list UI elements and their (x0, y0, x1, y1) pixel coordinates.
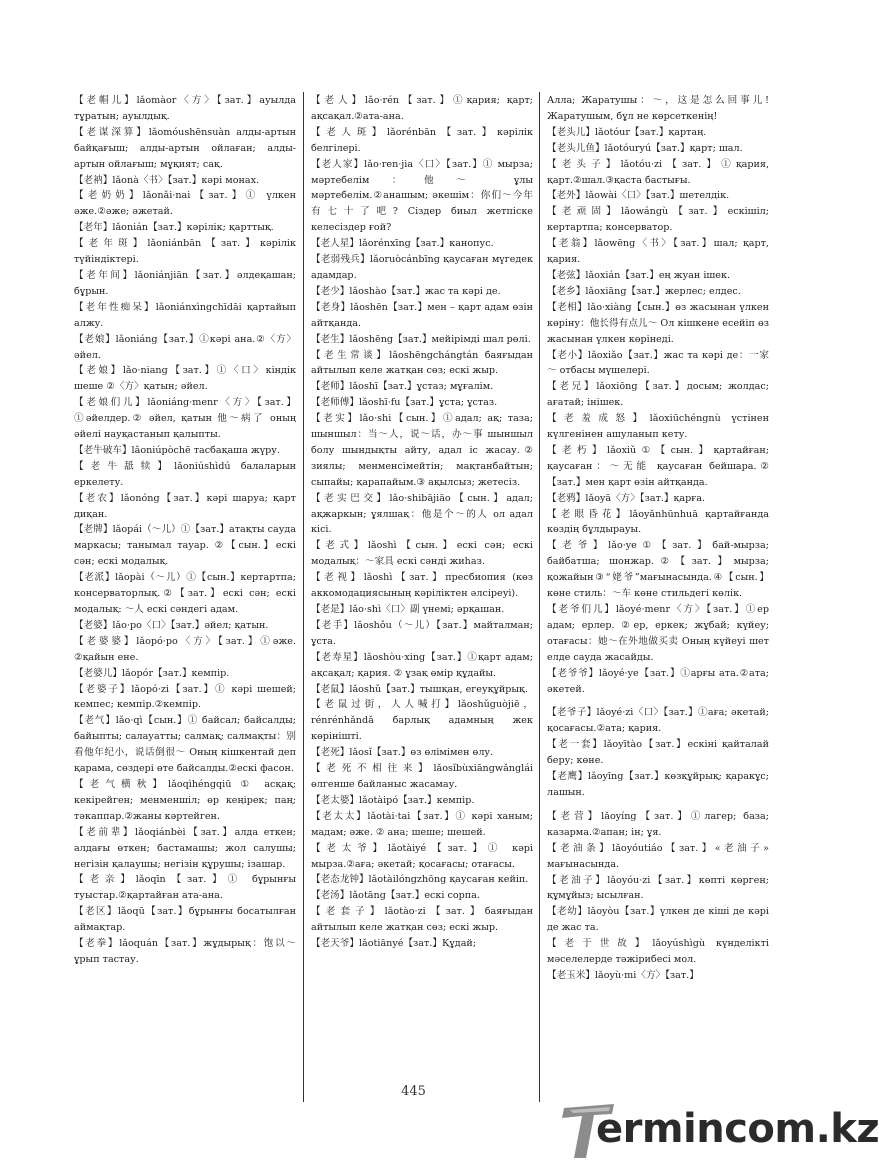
dictionary-entry: 【老亲】lǎoqīn【зат.】① бұрынғы туыстар.②қартайған ата-ана. (74, 874, 296, 902)
dictionary-entry: 【老师傅】lǎoshī·fu【зат.】ұста; ұстаз. (311, 397, 498, 409)
dictionary-entry: 【老头儿】lǎotóur【зат.】қартаң. (547, 126, 707, 138)
dictionary-entry: 【老奶奶】lǎonǎi·nai【зат.】① үлкен әже.②әже; әжетай. (74, 190, 296, 218)
dictionary-entry: 【老太太】lǎotài·tai【зат.】① кәрі ханым; мадам; әже. ② ана; шеше; шешей. (311, 810, 533, 838)
dictionary-entry: 【老区】lǎoqū【зат.】бұрынғы босатылған аймақтар. (74, 906, 296, 934)
column-divider (303, 92, 304, 1102)
dictionary-entry: 【老营】lǎoyíng【зат.】①лагер; база; казарма.②апан; ін; ұя. (547, 810, 769, 838)
dictionary-entry: 【老死】lǎosǐ【зат.】өз өлімімен өлу. (311, 747, 494, 759)
dictionary-entry: 【老死不相往来】lǎosǐbùxiāngwǎnglái өлгенше байланыс жасамау. (311, 763, 533, 790)
dictionary-entry: 【老实巴交】lǎo·shibājiāo【сын.】адал; ақжаркын; ұялшақ：他是个～的人 ол адал кісі. (311, 492, 533, 536)
dictionary-entry: 【老眼昏花】lǎoyǎnhūnhuā қартайғанда көздің бұлдырауы. (547, 508, 769, 536)
dictionary-entry: 【老弦】lǎoxián【зат.】ең жуан ішек. (547, 269, 731, 281)
dictionary-entry: 【老年性痴呆】lǎoniánxìngchīdāi қартайып алжу. (74, 301, 296, 329)
dictionary-entry: 【老气】lǎo·qì【сын.】① байсал; байсалды; байыпты; салауатты; салмақ; салмақты：别看他年纪小，说话倒很～ Оның кішкентай деп қарама, сөздері өте байсалды.②ескі фасон. (74, 715, 296, 775)
dictionary-entry: 【老小】lǎoxiǎo【зат.】жас та кәрі де：一家～ отбасы мүшелері. (547, 349, 769, 377)
dictionary-entry: 【老生】lǎoshēng【зат.】мейірімді шал рөлі. (311, 333, 531, 345)
dictionary-entry: 【老爷】lǎo·ye①【зат.】бай-мырза; байбатша; шонжар.②【зат.】мырза; қожайын③“姥爷”мағынасында.④【сын.】көне стиль：～车 көне стильдегі көлік. (547, 540, 769, 600)
dictionary-entry: 【老帽儿】lǎomàor〈方〉【зат.】ауылда тұратын; ауылдық. (74, 95, 296, 122)
dictionary-entry: 【老衲】lǎonà〈书〉【зат.】кәрі монах. (74, 174, 260, 186)
dictionary-entry: 【老爷们儿】lǎoyé·menr〈方〉【зат.】①ер адам; ерлер. ②ер, еркек; жұбай; күйеу; отағасы：她～在外地做买卖 Оның күйеуі шет елде сауда жасайды. (547, 604, 769, 663)
column-left (74, 93, 296, 1103)
dictionary-entry: 【老天爷】lǎotiānyé【зат.】Құдай; (311, 938, 477, 950)
dictionary-entry: 【老是】lǎo·shì〈口〉副 үнемі; әрқашан. (311, 604, 505, 615)
dictionary-entry: 【老气横秋】lǎoqìhéngqiū ① асқақ; кекірейген; менменшіл; өр кеңірек; паң; тәкаппар.②жаны кәртейген. (74, 778, 296, 822)
dictionary-entry: 【老太婆】lǎotàipó【зат.】кемпір. (311, 794, 475, 806)
dictionary-entry: 【老外】lǎowài〈口〉【зат.】шетелдік. (547, 190, 730, 202)
page-number: 445 (401, 1084, 426, 1099)
dictionary-entry: 【老婆儿】lǎopór【зат.】кемпір. (74, 667, 230, 679)
dictionary-entry: 【老年】lǎonián【зат.】кәрілік; қарттық. (74, 222, 274, 234)
dictionary-entry: 【老兄】lǎoxiōng【зат.】досым; жолдас; ағатай; інішек. (547, 381, 769, 409)
dictionary-entry: 【老玉米】lǎoyù·mi〈方〉【зат.】 (547, 969, 699, 981)
dictionary-entry: 【老朽】lǎoxiǔ①【сын.】қартайған; қаусаған：～无能 қаусаған бейшара.②【зат.】мен қарт өзін айтқанда. (547, 444, 769, 488)
dictionary-entry: 【老牛舐犊】lǎoniúshìdú балаларын еркелету. (74, 460, 296, 488)
dictionary-entry: 【老娘】lǎo·niang【зат.】①〈口〉кіндік шеше ②〈方〉қатын; әйел. (74, 365, 296, 393)
dictionary-entry: 【老套子】lǎotào·zi【зат.】баяғыдан айтылып келе жатқан сөз; ескі жыр. (311, 906, 533, 934)
dictionary-entry: 【老太爷】lǎotàiyé【зат.】① кәрі мырза.②аға; әкетай; қосағасы; отағасы. (311, 842, 533, 870)
dictionary-entry: 【老相】lǎo·xiàng【сын.】өз жасынан үлкен көріну：他长得有点儿～ Ол кішкене есейіп өз жасынан үлкен көрінеді. (547, 301, 769, 345)
dictionary-entry: 【老视】lǎoshì【зат.】пресбиопия (көз аккомодациясының кәріліктен әлсіреуі). (311, 572, 533, 600)
dictionary-entry: 【老于世故】lǎoyúshìgù күнделікті мәселелерде тәжірибесі мол. (547, 938, 769, 966)
dictionary-entry: 【老拳】lǎoquán【зат.】жұдырық：饱以～ ұрып тастау. (74, 938, 296, 965)
dictionary-entry: 【老顽固】lǎowángù【зат.】ескішіл; кертартпа; консерватор. (547, 206, 769, 234)
dictionary-entry: 【老谋深算】lǎomóushēnsuàn алды-артын байқағыш; алды-артын ойлаған; алды-артын ойлағыш; мұқият; сақ. (74, 126, 296, 170)
dictionary-entry: 【老娘】lǎoniáng【зат.】①кәрі ана.②〈方〉әйел. (74, 333, 296, 361)
dictionary-entry: 【老牌】lǎopái（～儿）①【зат.】атақты сауда маркасы; танымал тауар. ②【сын.】ескі сән; ескі модалық. (74, 524, 296, 568)
dictionary-entry: 【老翁】lǎowēng〈书〉【зат.】шал; қарт, қария. (547, 238, 769, 266)
dictionary-entry: 【老鼠过街，人人喊打】lǎoshǔguòjiē，rénrénhǎndǎ барлық адамның жек көрінішті. (311, 699, 533, 743)
dictionary-entry: 【老手】lǎoshǒu（～儿）【зат.】майталман; ұста. (311, 619, 533, 647)
dictionary-entry: 【老态龙钟】lǎotàilóngzhōng қаусаған кейіп. (311, 874, 529, 886)
dictionary-entry: Алла; Жаратушы：～，这是怎么回事儿! Жаратушым, бұл не көрсеткенің! (547, 95, 769, 122)
dictionary-entry: 【老娘们儿】lǎoniáng·menr〈方〉【зат.】①әйелдер.② әйел, қатын 他～病了 оның әйелі науқастанып қалыпты. (74, 397, 296, 441)
dictionary-entry: 【老鼠】lǎoshǔ【зат.】тышқан, егеуқұйрық. (311, 683, 528, 695)
dictionary-entry: 【老头子】lǎotóu·zi【зат.】①қария, қарт.②шал.③қаста бастығы. (547, 158, 769, 186)
logo-text: ermincom.kz (596, 1106, 879, 1152)
dictionary-entry: 【老人家】lǎo·ren·jia〈口〉【зат.】① мырза; мәртебелім：他～ ұлы мәртебелім.②анашым; әкешім：你们～今年有七十了吧? Сіздер биыл жетпіске келесіздер ғой? (311, 158, 533, 234)
dictionary-entry: 【老生常谈】lǎoshēngchángtán баяғыдан айтылып келе жатқан сөз; ескі жыр. (311, 349, 533, 377)
dictionary-entry: 【老派】lǎopài（～儿）①【сын.】кертартпа; консерваторлық.②【зат.】ескі сән; ескі модалық: ～人 ескі сәндегі адам. (74, 572, 296, 615)
column-middle (311, 93, 533, 1103)
dictionary-entry: 【老实】lǎo·shi【сын.】①адал; ақ; таза; шыншыл：当～人，说～话，办～事 шыншыл болу шындықты айту, адал іс жасау.② зиялы; менменсімейтін; мақтанбайтын; сыпайы; қарапайым.③ ақылсыз; жетесіз. (311, 413, 533, 488)
dictionary-entry: 【老鹰】lǎoyīng【зат.】көзқұйрық; қаракұс; лашын. (547, 771, 769, 798)
dictionary-entry: 【老身】lǎoshēn【зат.】мен – қарт адам өзін айтқанда. (311, 301, 533, 329)
dictionary-entry: 【老寿星】lǎoshòu·xing【зат.】①қарт адам; ақсақал; қария. ② ұзақ өмір құдайы. (311, 651, 533, 679)
dictionary-entry: 【老式】lǎoshì【сын.】ескі сән; ескі модалық：～家具 ескі сәнді жиһаз. (311, 540, 533, 568)
dictionary-entry: 【老婆婆】lǎopó·po〈方〉【зат.】①әже. ②қайын ене. (74, 635, 296, 663)
dictionary-entry: 【老人星】lǎorénxīng【зат.】канопус. (311, 238, 494, 250)
dictionary-entry: 【老年斑】lǎoniánbān【зат.】кәрілік түйіндіктері. (74, 238, 296, 266)
dictionary-entry: 【老鸦】lǎoyā〈方〉【зат.】қарға. (547, 492, 706, 504)
dictionary-entry: 【老汤】lǎotāng【зат.】ескі сорпа. (311, 890, 480, 902)
dictionary-entry: 【老乡】lǎoxiāng【зат.】жерлес; елдес. (547, 285, 741, 297)
dictionary-entry: 【老人】lǎo·rén【зат.】①қария; қарт; ақсақал.②ата-ана. (311, 95, 533, 122)
terminkom-logo (560, 1100, 879, 1160)
dictionary-entry: 【老农】lǎonóng【зат.】кәрі шаруа; қарт диқан. (74, 492, 296, 520)
dictionary-entry: 【老婆子】lǎopó·zi【зат.】① кәрі шешей; кемпес; кемпір.②кемпір. (74, 683, 296, 711)
dictionary-entry: 【老油子】lǎoyóu·zi【зат.】көпті көрген; құмұйыз; ысылған. (547, 874, 769, 902)
dictionary-entry: 【老弱残兵】lǎoruòcánbīng қаусаған мүгедек адамдар. (311, 254, 533, 281)
dictionary-entry: 【老羞成怒】lǎoxiūchéngnù үстінен күлгенінен ашуланып кету. (547, 413, 769, 441)
dictionary-entry: 【老少】lǎoshào【зат.】жас та кәрі де. (311, 285, 501, 297)
dictionary-entry: 【老一套】lǎoyītào【зат.】ескіні қайталай беру; көне. (547, 739, 769, 767)
dictionary-entry: 【老头儿鱼】lǎotóuryú【зат.】қарт; шал. (547, 142, 743, 154)
dictionary-entry: 【老幼】lǎoyòu【зат.】үлкен де кіші де кәрі де жас та. (547, 906, 769, 934)
dictionary-entry: 【老人斑】lǎorénbān【зат.】кәрілік белгілері. (311, 126, 533, 154)
dictionary-entry: 【老爷子】lǎoyé·zi〈口〉【зат.】①аға; әкетай; қосағасы.②ата; қария. (547, 707, 769, 735)
dictionary-entry: 【老前辈】lǎoqiánbèi【зат.】алда еткен; алдағы өткен; бастамашы; жол салушы; негізін қалаушы; негізін құрушы; ізашар. (74, 826, 296, 870)
dictionary-entry: 【老婆】lǎo·po〈口〉【зат.】әйел; қатын. (74, 619, 269, 631)
dictionary-entry: 【老牛破车】lǎoniúpòchē тасбақаша жүру. (74, 444, 280, 456)
dictionary-entry: 【老师】lǎoshī【зат.】ұстаз; мұғалім. (311, 381, 494, 393)
dictionary-entry: 【老年间】lǎoniánjiān【зат.】әлдеқашан; бұрын. (74, 269, 296, 297)
column-right (547, 93, 769, 1103)
column-divider (539, 92, 540, 1102)
dictionary-entry: 【老油条】lǎoyóutiáo【зат.】«老油子» мағынасында. (547, 842, 769, 870)
dictionary-entry: 【老爷爷】lǎoyé·ye【зат.】①арғы ата.②ата; әкетей. (547, 667, 769, 695)
